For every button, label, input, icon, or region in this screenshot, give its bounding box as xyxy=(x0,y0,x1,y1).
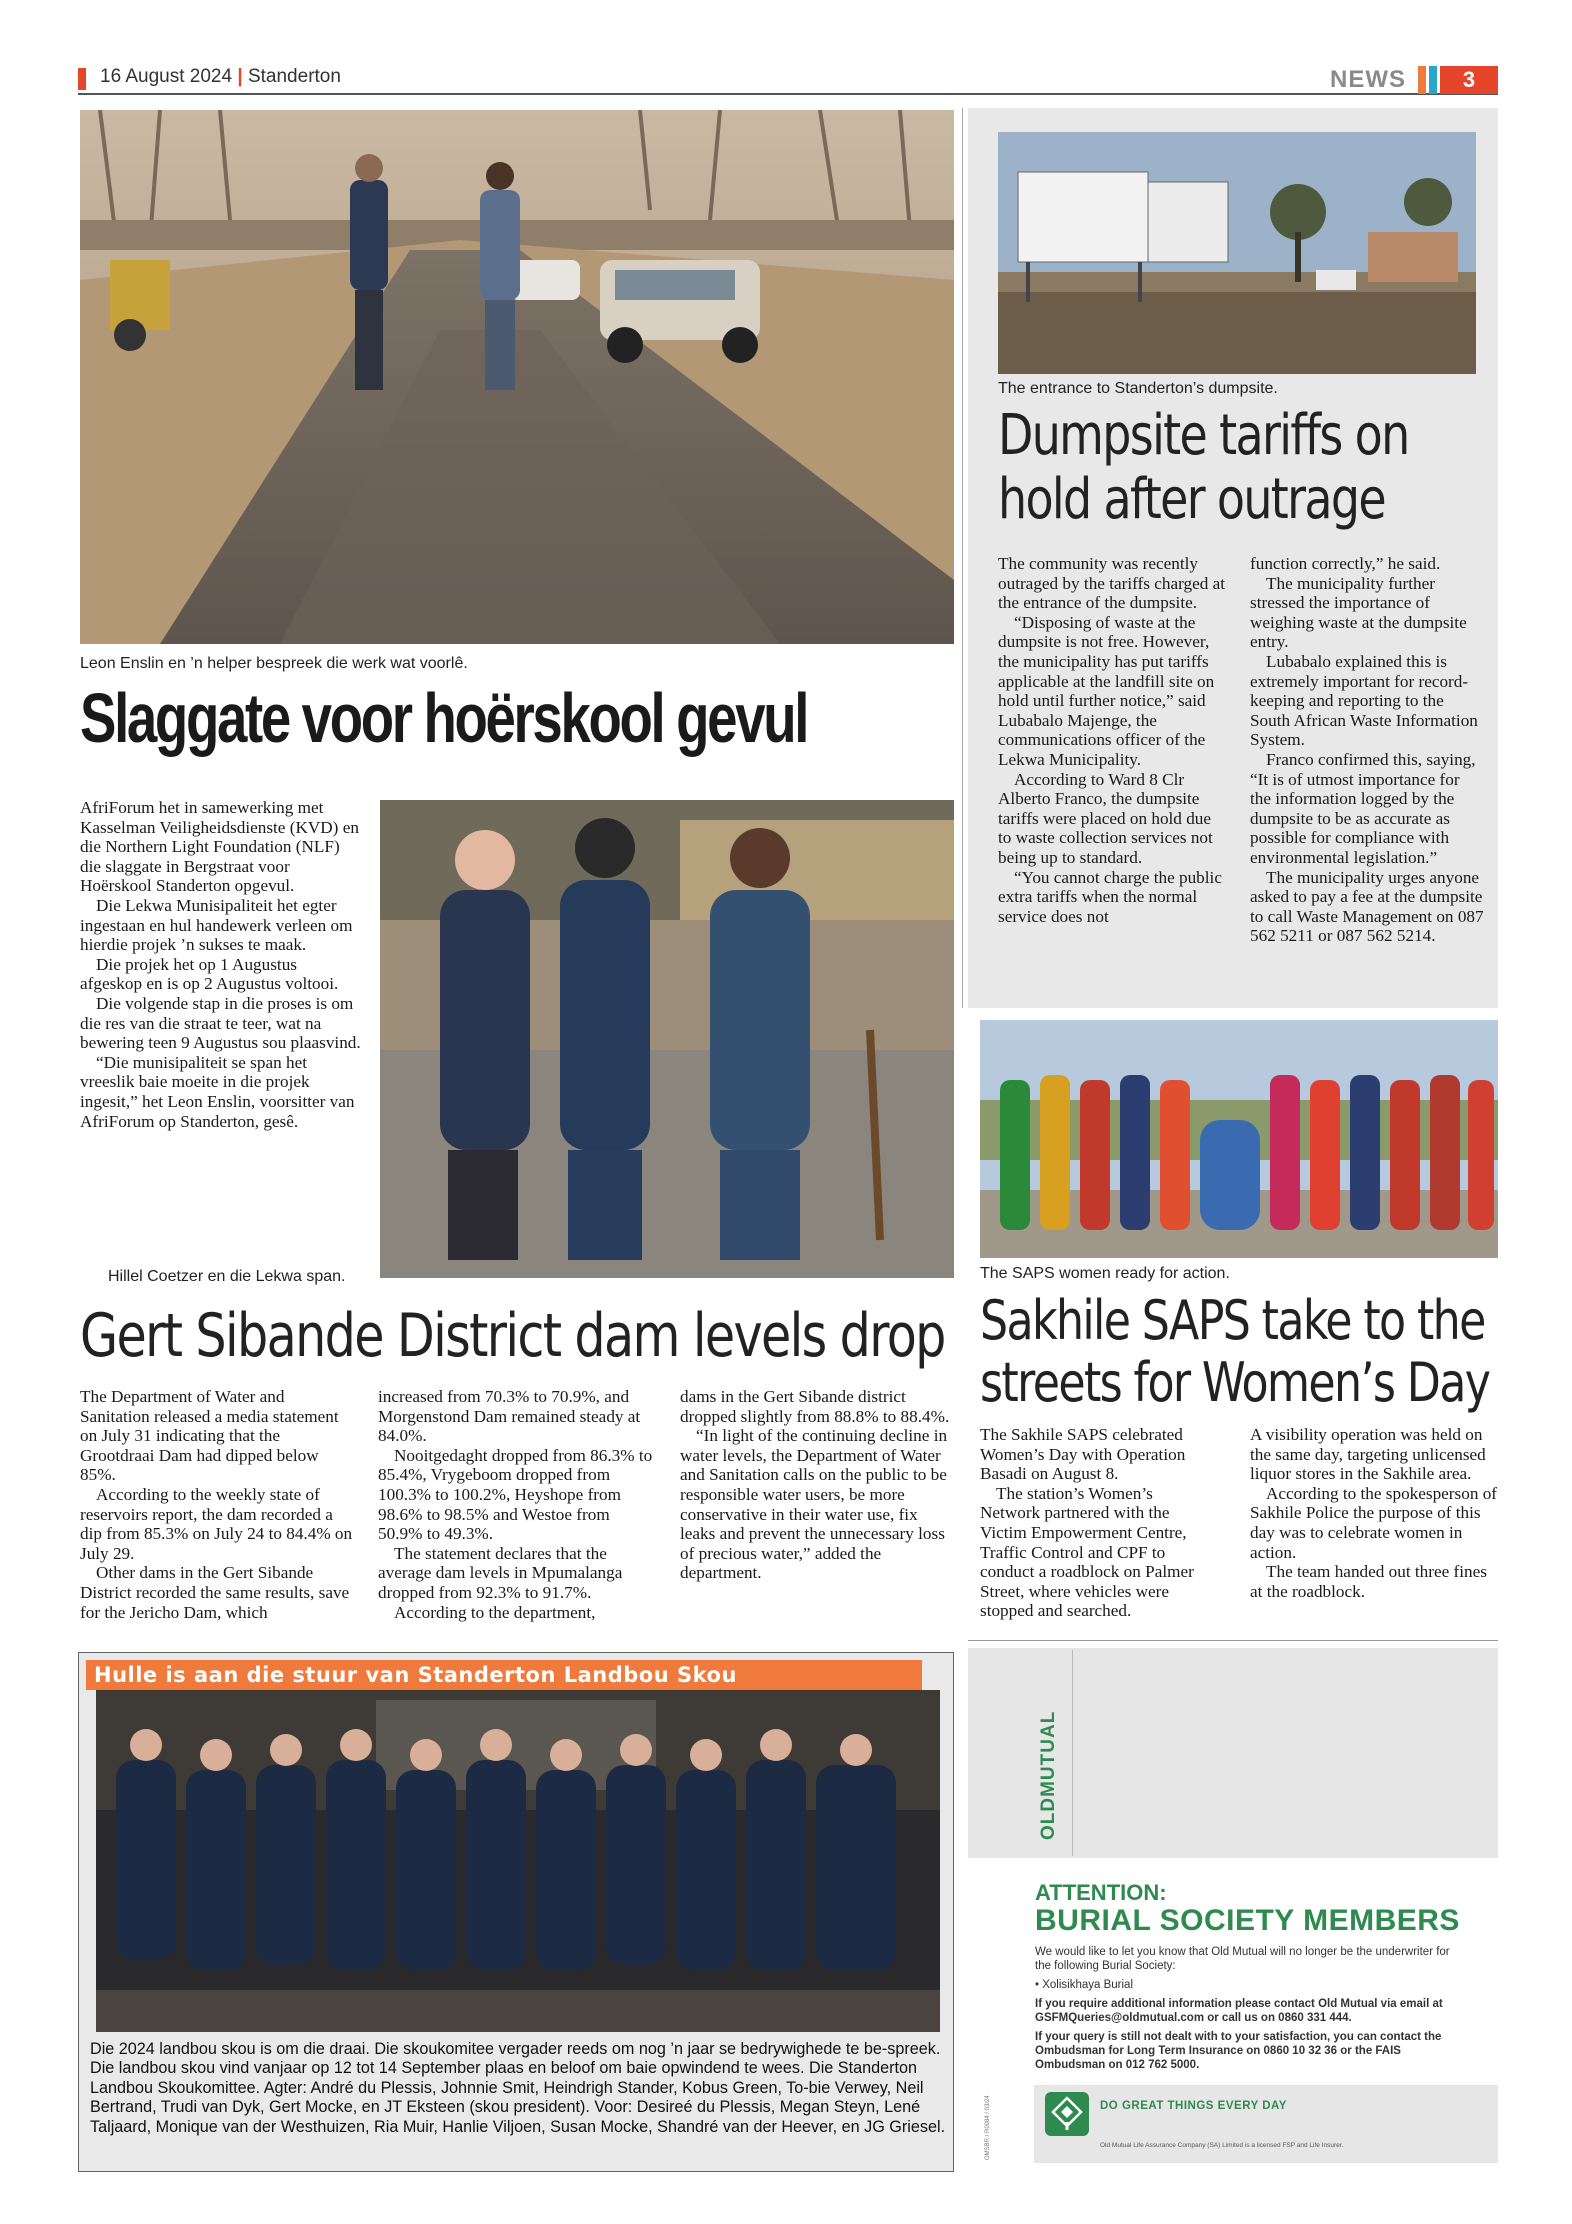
dams-c1-p2: According to the weekly state of reservoirs report, the dam recorded a dip from 85.3% on July 24 to 84.4% on July 29. xyxy=(80,1484,353,1563)
team-photo-caption: Hillel Coetzer en die Lekwa span. xyxy=(108,1268,346,1285)
old-mutual-tree-icon xyxy=(1045,2092,1089,2136)
ad-slogan: DO GREAT THINGS EVERY DAY xyxy=(1100,2100,1287,2112)
dams-c1-p1: The Department of Water and Sanitation released a media statement on July 31 indicating that the Grootdraai Dam had dipped below 85%. xyxy=(80,1387,339,1485)
ad-info-1: If you require additional information please contact Old Mutual via email at GSFMQueries@oldmutual.com or call us on 0860 331 444. xyxy=(1035,1998,1443,2024)
ad-attention: ATTENTION: xyxy=(1035,1880,1167,1905)
slaggate-headline: Slaggate voor hoërskool gevul xyxy=(80,679,808,757)
dams-c3-p2: “In light of the continuing decline in water levels, the Department of Water and Sanitation calls on the public to be responsible water users, be more conservative in their water use, fix leaks and prevent the unnecessary loss of precious water,” added the department. xyxy=(680,1426,948,1583)
dump-c1-p2: “Disposing of waste at the dumpsite is not free. However, the municipality has put tariffs applicable at the landfill site on hold until further notice,” said Lubabalo Majenge, the communications officer of the Lekwa Municipality. xyxy=(998,612,1215,769)
header-rule xyxy=(78,93,1498,95)
slaggate-para-5: “Die munisipaliteit se span het vreeslik baie moeite in die projek ingesit,” het Leon Enslin, voorsitter van AfriForum op Standerton, gesê. xyxy=(80,1052,355,1131)
dams-c2-p2: Nooitgedaght dropped from 86.3% to 85.4%, Vrygeboom dropped from 100.3% to 100.2%, Heyshope from 98.6% to 98.5% and Westoe from 50.9% to 49.3%. xyxy=(378,1445,653,1544)
slaggate-para-1: AfriForum het in samewerking met Kasselman Veiligheidsdienste (KVD) en die Northern Light Foundation (NLF) die slaggate in Bergstraat voor Hoërskool Standerton opgevul. xyxy=(80,798,359,896)
header-dateline xyxy=(100,66,341,88)
saps-col-1 xyxy=(980,1425,1216,1621)
ad-footer xyxy=(1034,2085,1498,2163)
header-accent-bar xyxy=(78,68,86,90)
dams-col-3 xyxy=(680,1387,954,1583)
saps-c2-p3: The team handed out three fines at the roadblock. xyxy=(1250,1562,1487,1601)
dump-c2-p1: function correctly,” he said. xyxy=(1250,554,1441,573)
dumpsite-photo xyxy=(998,132,1476,374)
dams-c2-p4: According to the department, xyxy=(394,1602,596,1622)
saps-photo-caption: The SAPS women ready for action. xyxy=(980,1265,1230,1282)
ad-info-2: If your query is still not dealt with to your satisfaction, you can contact the Ombudsman for Long Term Insurance on 0860 10 32 36 or the FAIS Ombudsman on 012 762 5000. xyxy=(1035,2031,1442,2071)
page-number: 3 xyxy=(1440,66,1498,94)
bullet-icon: • xyxy=(1035,1979,1043,1991)
saps-headline-line-1: Sakhile SAPS take to the xyxy=(980,1289,1485,1352)
dumpsite-photo-caption: The entrance to Standerton’s dumpsite. xyxy=(998,380,1278,397)
lekwa-team-photo xyxy=(380,800,954,1278)
section-color-blocks xyxy=(1418,66,1498,94)
dump-c1-p1: The community was recently outraged by the tariffs charged at the entrance of the dumpsite. xyxy=(998,554,1226,613)
blue-block xyxy=(1429,66,1437,94)
dumpsite-headline xyxy=(998,404,1409,533)
ad-side-code: OMSBR / R0084 / 03/24 xyxy=(985,2095,991,2160)
landbou-committee-photo xyxy=(96,1690,940,2032)
column-rule xyxy=(962,108,963,1008)
slaggate-para-2: Die Lekwa Munisipaliteit het egter ingestaan en hul handewerk verleen om hierdie projek ’n sukses te maak. xyxy=(80,895,353,955)
road-photo-caption: Leon Enslin en ’n helper bespreek die werk wat voorlê. xyxy=(80,655,468,672)
dams-c3-p1: dams in the Gert Sibande district dropped slightly from 88.8% to 88.4%. xyxy=(680,1387,950,1426)
saps-women-photo xyxy=(980,1020,1498,1258)
dump-c2-p2: The municipality further stressed the importance of weighing waste at the dumpsite entry. xyxy=(1250,573,1467,652)
dump-c1-p4: “You cannot charge the public extra tariffs when the normal service does not xyxy=(998,867,1222,926)
dumpsite-headline-line-2: hold after outrage xyxy=(998,467,1386,533)
dams-c2-p1: increased from 70.3% to 70.9%, and Morgenstond Dam remained steady at 84.0%. xyxy=(378,1387,641,1446)
dump-c2-p3: Lubabalo explained this is extremely important for record-keeping and reporting to the South African Waste Information System. xyxy=(1250,651,1478,750)
dams-headline: Gert Sibande District dam levels drop xyxy=(80,1301,945,1371)
slaggate-para-4: Die volgende stap in die proses is om die res van die straat te teer, wat na bewering teen 9 Augustus sou plaasvind. xyxy=(80,993,361,1053)
ad-intro: We would like to let you know that Old Mutual will no longer be the underwriter for the following Burial Society: xyxy=(1035,1946,1450,1972)
dump-c1-p3: According to Ward 8 Clr Alberto Franco, the dumpsite tariffs were placed on hold due to waste collection services not being up to standard. xyxy=(998,769,1213,867)
slaggate-body xyxy=(80,798,362,1131)
header-separator: | xyxy=(237,66,243,87)
section-label: NEWS xyxy=(1330,66,1406,93)
landbou-caption: Die 2024 landbou skou is om die draai. Die skoukomitee vergader reeds om nog ’n jaar se bedrywighede te be-spreek. Die landbou skou vind vanjaar op 12 tot 14 September plaas en beloof om baie opwindend te wees. Die Standerton Landbou Skoukomittee. Agter: André du Plessis, Johnnie Smit, Heindrigh Stander, Kobus Green, To-bie Verwey, Neil Bertrand, Trudi van Dyk, Gert Mocke, en JT Eksteen (skou president). Voor: Desireé du Plessis, Megan Steyn, Lené Taljaard, Monique van der Westhuizen, Ria Muir, Hanlie Viljoen, Susan Mocke, Shandré van der Heever, en JG Griesel. xyxy=(90,2040,946,2136)
ad-title: BURIAL SOCIETY MEMBERS xyxy=(1035,1904,1460,1937)
dump-c2-p5: The municipality urges anyone asked to pay a fee at the dumpsite to call Waste Management on 087 562 5211 or 087 562 5214. xyxy=(1250,867,1484,946)
saps-col-2 xyxy=(1250,1425,1498,1601)
header-town: Standerton xyxy=(247,66,341,87)
ad-legal: Old Mutual Life Assurance Company (SA) Limited is a licensed FSP and Life Insurer. xyxy=(1100,2142,1344,2149)
dumpsite-headline-line-1: Dumpsite tariffs on xyxy=(998,403,1409,468)
saps-c2-p1: A visibility operation was held on the same day, targeting unlicensed liquor stores in the Sakhile area. xyxy=(1250,1425,1486,1484)
dumpsite-col-1 xyxy=(998,554,1228,926)
saps-headline xyxy=(980,1290,1489,1414)
orange-block xyxy=(1418,66,1426,94)
ad-logo-rule xyxy=(1072,1650,1073,1856)
ad-society-name: Xolisikhaya Burial xyxy=(1042,1979,1133,1991)
dams-col-1 xyxy=(80,1387,358,1622)
saps-c1-p2: The station’s Women’s Network partnered with the Victim Empowerment Centre, Traffic Control and CPF to conduct a roadblock on Palmer Street, where vehicles were stopped and searched. xyxy=(980,1483,1194,1621)
old-mutual-logo: OLDMUTUAL xyxy=(1038,1710,1059,1840)
saps-c1-p1: The Sakhile SAPS celebrated Women’s Day with Operation Basadi on August 8. xyxy=(980,1425,1186,1484)
dams-c2-p3: The statement declares that the average dam levels in Mpumalanga dropped from 92.3% to 91.7%. xyxy=(378,1543,623,1602)
dams-col-2 xyxy=(378,1387,656,1622)
header-date: 16 August 2024 xyxy=(100,66,233,87)
dump-c2-p4: Franco confirmed this, saying, “It is of utmost importance for the information logged by the dumpsite to be as accurate as possible for compliance with environmental legislation.” xyxy=(1250,749,1476,867)
saps-c2-p2: According to the spokesperson of Sakhile Police the purpose of this day was to celebrate women in action. xyxy=(1250,1483,1498,1562)
dumpsite-col-2 xyxy=(1250,554,1484,946)
saps-headline-line-2: streets for Women’s Day xyxy=(980,1351,1490,1415)
landbou-title: Hulle is aan die stuur van Standerton Landbou Skou xyxy=(86,1660,922,1690)
dams-c1-p3: Other dams in the Gert Sibande District recorded the same results, save for the Jericho Dam, which xyxy=(80,1563,350,1622)
ad-society xyxy=(1035,1978,1455,1992)
slaggate-para-3: Die projek het op 1 Augustus afgeskop en is op 2 Augustus voltooi. xyxy=(80,954,339,994)
road-photo xyxy=(80,110,954,644)
